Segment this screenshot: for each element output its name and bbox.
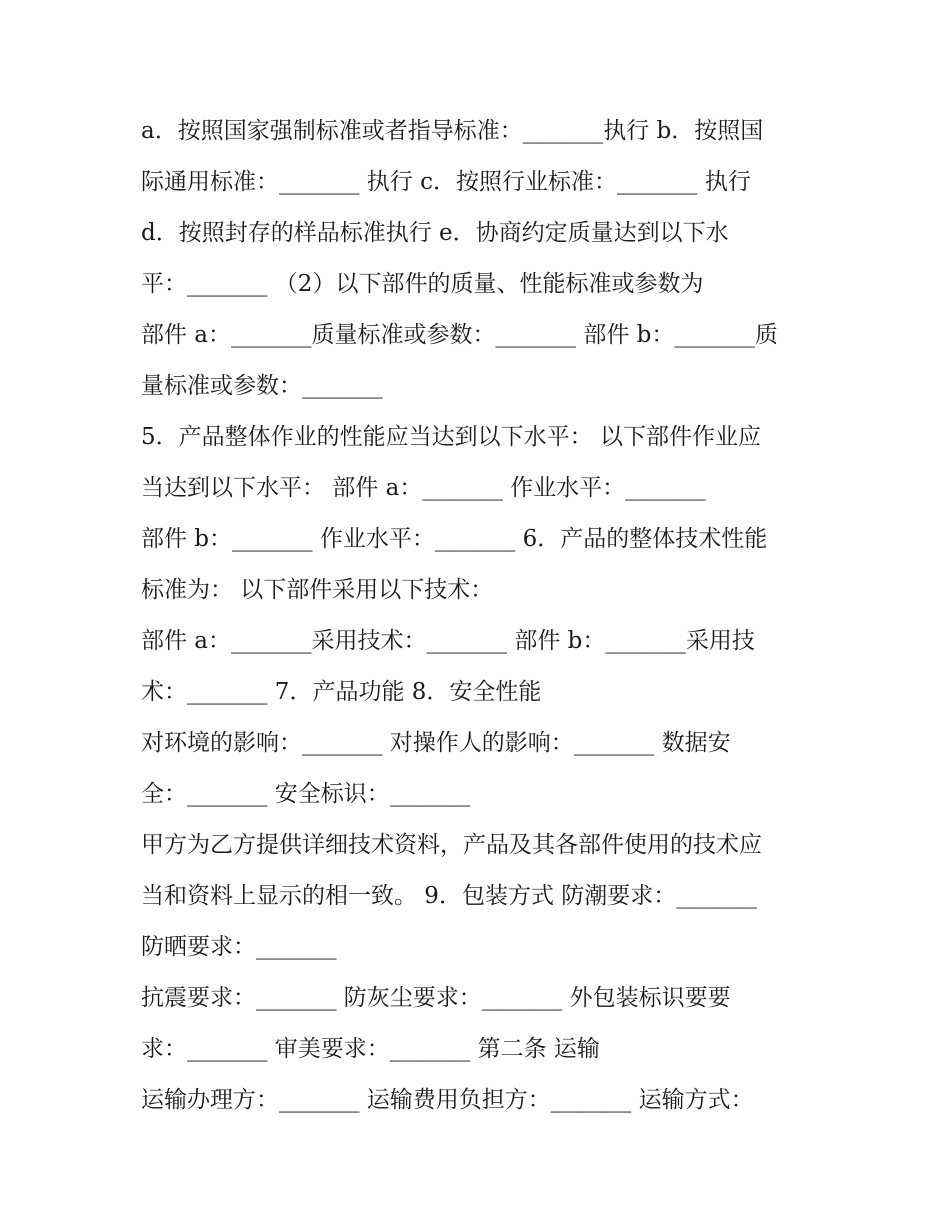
text-line: 抗震要求：_______ 防灰尘要求：_______ 外包装标识要要 bbox=[141, 985, 731, 1011]
text-line: a．按照国家强制标准或者指导标准：_______执行 b．按照国 bbox=[141, 118, 764, 144]
text-line: 当和资料上显示的相一致。 9．包装方式 防潮要求：_______ bbox=[141, 883, 757, 909]
text-line: d．按照封存的样品标准执行 e．协商约定质量达到以下水 bbox=[141, 220, 729, 246]
text-line: 部件 b：_______ 作业水平：_______ 6．产品的整体技术性能 bbox=[141, 526, 768, 552]
text-line: 防晒要求：_______ bbox=[141, 934, 337, 960]
text-line: 际通用标准：_______ 执行 c．按照行业标准：_______ 执行 bbox=[141, 169, 751, 195]
text-line: 标准为： 以下部件采用以下技术： bbox=[141, 577, 494, 603]
text-line: 部件 a：_______质量标准或参数：_______ 部件 b：_______质 bbox=[141, 322, 778, 348]
text-line: 部件 a：_______采用技术：_______ 部件 b：_______采用技 bbox=[141, 628, 755, 654]
text-line: 全：_______ 安全标识：_______ bbox=[141, 781, 471, 807]
document-body bbox=[141, 106, 841, 1126]
text-line: 甲方为乙方提供详细技术资料，产品及其各部件使用的技术应 bbox=[141, 832, 762, 858]
text-line: 平：_______ （2）以下部件的质量、性能标准或参数为 bbox=[141, 271, 704, 297]
text-line: 运输办理方：_______ 运输费用负担方：_______ 运输方式： bbox=[141, 1087, 754, 1113]
text-line: 求：_______ 审美要求：_______ 第二条 运输 bbox=[141, 1036, 600, 1062]
text-line: 量标准或参数：_______ bbox=[141, 373, 383, 399]
text-line: 当达到以下水平： 部件 a：_______ 作业水平：_______ bbox=[141, 475, 706, 501]
text-line: 5．产品整体作业的性能应当达到以下水平： 以下部件作业应 bbox=[141, 424, 761, 450]
text-line: 术：_______ 7．产品功能 8．安全性能 bbox=[141, 679, 542, 705]
text-line: 对环境的影响：_______ 对操作人的影响：_______ 数据安 bbox=[141, 730, 731, 756]
